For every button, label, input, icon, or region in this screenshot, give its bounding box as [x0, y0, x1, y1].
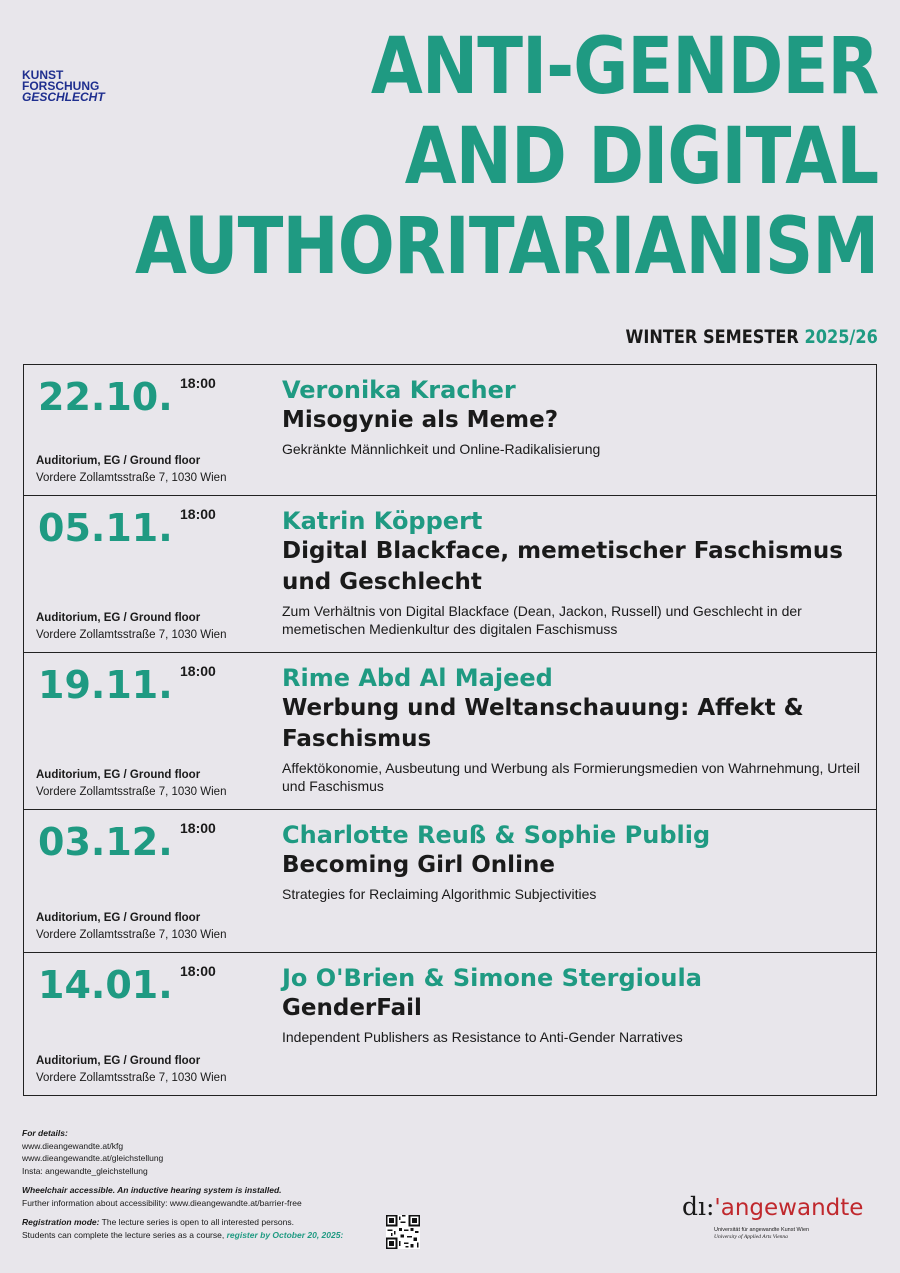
event-address: Vordere Zollamtsstraße 7, 1030 Wien: [36, 929, 227, 941]
registration-text: The lecture series is open to all interested persons.: [101, 1217, 294, 1227]
event-subtitle: Gekränkte Männlichkeit und Online-Radikalisierung: [282, 441, 601, 457]
event-location: [36, 610, 226, 644]
university-logo: [682, 1192, 882, 1241]
event-time: 18:00: [180, 963, 216, 979]
registration-line-2: [22, 1229, 442, 1242]
qr-code-icon[interactable]: [386, 1215, 420, 1249]
title-line-3: AUTHORITARIANISM: [134, 202, 878, 292]
event-title: GenderFail: [282, 995, 422, 1021]
event-speaker: Katrin Köppert: [282, 507, 483, 535]
event-list: [23, 364, 877, 1096]
semester-label: [626, 326, 878, 348]
logo-line-2: FORSCHUNG: [22, 79, 100, 93]
event-address: Vordere Zollamtsstraße 7, 1030 Wien: [36, 472, 227, 484]
university-name: [714, 1227, 882, 1241]
event-venue: Auditorium, EG / Ground floor: [36, 612, 201, 624]
event-location: [36, 910, 226, 944]
event-subtitle: Zum Verhältnis von Digital Blackface (Dean, Jackon, Russell) und Geschlecht in der memetischen Medienkultur des digitalen Faschismuss: [282, 603, 802, 637]
accessibility-note: Wheelchair accessible. An inductive hearing system is installed.: [22, 1185, 282, 1195]
event-time: 18:00: [180, 820, 216, 836]
semester-year: 2025/26: [804, 326, 878, 348]
event-date: 19.11.: [38, 663, 173, 707]
event-subtitle: Independent Publishers as Resistance to Anti-Gender Narratives: [282, 1029, 683, 1045]
event-speaker: Rime Abd Al Majeed: [282, 664, 553, 692]
angewandte-wordmark: [682, 1192, 882, 1221]
event-venue: Auditorium, EG / Ground floor: [36, 912, 201, 924]
footer-info: [22, 1127, 442, 1241]
event-item: [24, 495, 876, 652]
event-item: [24, 952, 876, 1095]
logo-line-1: KUNST: [22, 68, 64, 82]
event-item: [24, 809, 876, 952]
semester-text: WINTER SEMESTER: [625, 326, 800, 348]
event-location: [36, 453, 226, 487]
event-title: Becoming Girl Online: [282, 852, 555, 878]
link-gleichstellung[interactable]: www.dieangewandte.at/gleichstellung: [22, 1153, 164, 1163]
title-line-2: AND DIGITAL: [404, 112, 878, 202]
registration-deadline: register by October 20, 2025:: [226, 1229, 344, 1240]
event-date: 22.10.: [38, 375, 173, 419]
event-subtitle: Affektökonomie, Ausbeutung und Werbung als Formierungsmedien von Wahrnehmung, Urteil und Faschismus: [282, 760, 860, 794]
event-speaker: Veronika Kracher: [282, 376, 516, 404]
event-speaker: Charlotte Reuß & Sophie Publig: [282, 821, 711, 849]
title-line-1: ANTI-GENDER: [370, 22, 878, 112]
event-date: 14.01.: [38, 963, 173, 1007]
event-title: Misogynie als Meme?: [282, 407, 559, 433]
event-subtitle: Strategies for Reclaiming Algorithmic Subjectivities: [282, 886, 597, 902]
event-venue: Auditorium, EG / Ground floor: [36, 455, 201, 467]
event-time: 18:00: [180, 663, 216, 679]
kfg-logo: [22, 70, 105, 103]
event-time: 18:00: [180, 375, 216, 391]
registration-text-2: Students can complete the lecture series as a course,: [22, 1229, 225, 1240]
event-location: [36, 767, 226, 801]
link-kfg[interactable]: www.dieangewandte.at/kfg: [22, 1140, 124, 1151]
event-item: [24, 365, 876, 495]
registration-note: [22, 1216, 442, 1229]
registration-label: Registration mode:: [22, 1217, 100, 1227]
event-date: 03.12.: [38, 820, 173, 864]
event-address: Vordere Zollamtsstraße 7, 1030 Wien: [36, 786, 227, 798]
wordmark-name: 'angewandte: [714, 1195, 864, 1221]
event-title: Werbung und Weltanschauung: Affekt & Faschismus: [282, 695, 804, 752]
event-venue: Auditorium, EG / Ground floor: [36, 769, 201, 781]
university-name-de: Universität für angewandte Kunst Wien: [714, 1227, 810, 1233]
event-date: 05.11.: [38, 506, 173, 550]
page-title: [135, 22, 878, 292]
event-time: 18:00: [180, 506, 216, 522]
link-instagram[interactable]: Insta: angewandte_gleichstellung: [22, 1165, 148, 1176]
wordmark-prefix: dı:: [682, 1192, 715, 1221]
event-title: Digital Blackface, memetischer Faschismus und Geschlecht: [282, 538, 843, 595]
logo-line-3: GESCHLECHT: [22, 90, 105, 104]
event-speaker: Jo O'Brien & Simone Stergioula: [282, 964, 702, 992]
event-address: Vordere Zollamtsstraße 7, 1030 Wien: [36, 629, 227, 641]
event-address: Vordere Zollamtsstraße 7, 1030 Wien: [36, 1072, 227, 1084]
university-name-en: University of Applied Arts Vienna: [714, 1234, 788, 1240]
accessibility-link[interactable]: Further information about accessibility: www.dieangewandte.at/barrier-free: [22, 1197, 302, 1208]
details-label: For details:: [22, 1128, 68, 1138]
event-venue: Auditorium, EG / Ground floor: [36, 1055, 201, 1067]
event-location: [36, 1053, 226, 1087]
event-item: [24, 652, 876, 809]
